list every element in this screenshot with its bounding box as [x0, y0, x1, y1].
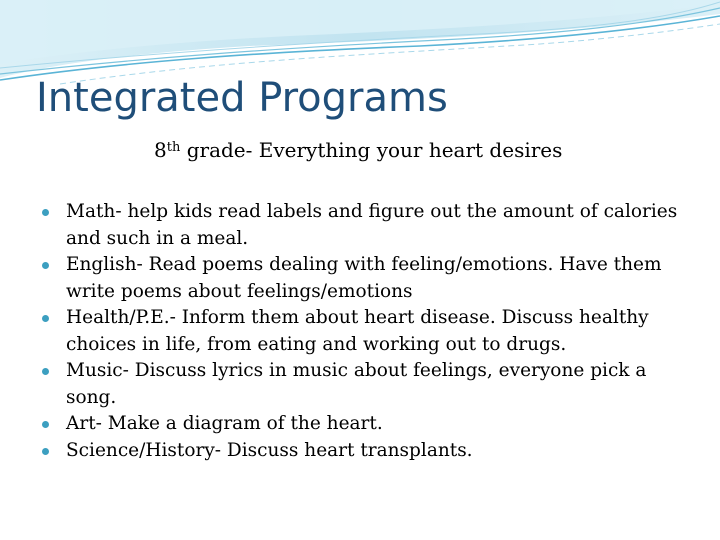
slide-title: Integrated Programs: [36, 75, 448, 121]
bullet-item-art: [36, 411, 690, 438]
bullet-item-health: [36, 305, 690, 358]
bullet-item-music: [36, 358, 690, 411]
bullet-dot-icon: [42, 448, 49, 455]
subtitle-text: grade- Everything your heart desires: [180, 138, 563, 162]
bullet-dot-icon: [42, 209, 49, 216]
bullet-text: Art- Make a diagram of the heart.: [66, 413, 383, 434]
slide-subtitle: [154, 136, 562, 164]
bullet-text: Music- Discuss lyrics in music about feelings, everyone pick a song.: [66, 360, 647, 408]
bullet-dot-icon: [42, 421, 49, 428]
bullet-item-math: [36, 199, 690, 252]
bullet-dot-icon: [42, 315, 49, 322]
bullet-dot-icon: [42, 262, 49, 269]
bullet-text: English- Read poems dealing with feeling/emotions. Have them write poems about feelings/emotions: [66, 254, 662, 302]
bullet-list: [36, 199, 690, 464]
bullet-text: Science/History- Discuss heart transplants.: [66, 439, 473, 461]
bullet-item-english: [36, 252, 690, 305]
subtitle-grade-number: 8: [154, 138, 167, 162]
bullet-text: Math- help kids read labels and figure out the amount of calories and such in a meal.: [66, 201, 678, 249]
bullet-item-science-history: [36, 438, 690, 465]
bullet-dot-icon: [42, 368, 49, 375]
bullet-text: Health/P.E.- Inform them about heart disease. Discuss healthy choices in life, from eating and working out to drugs.: [66, 307, 649, 355]
subtitle-ordinal-suffix: th: [166, 140, 181, 155]
